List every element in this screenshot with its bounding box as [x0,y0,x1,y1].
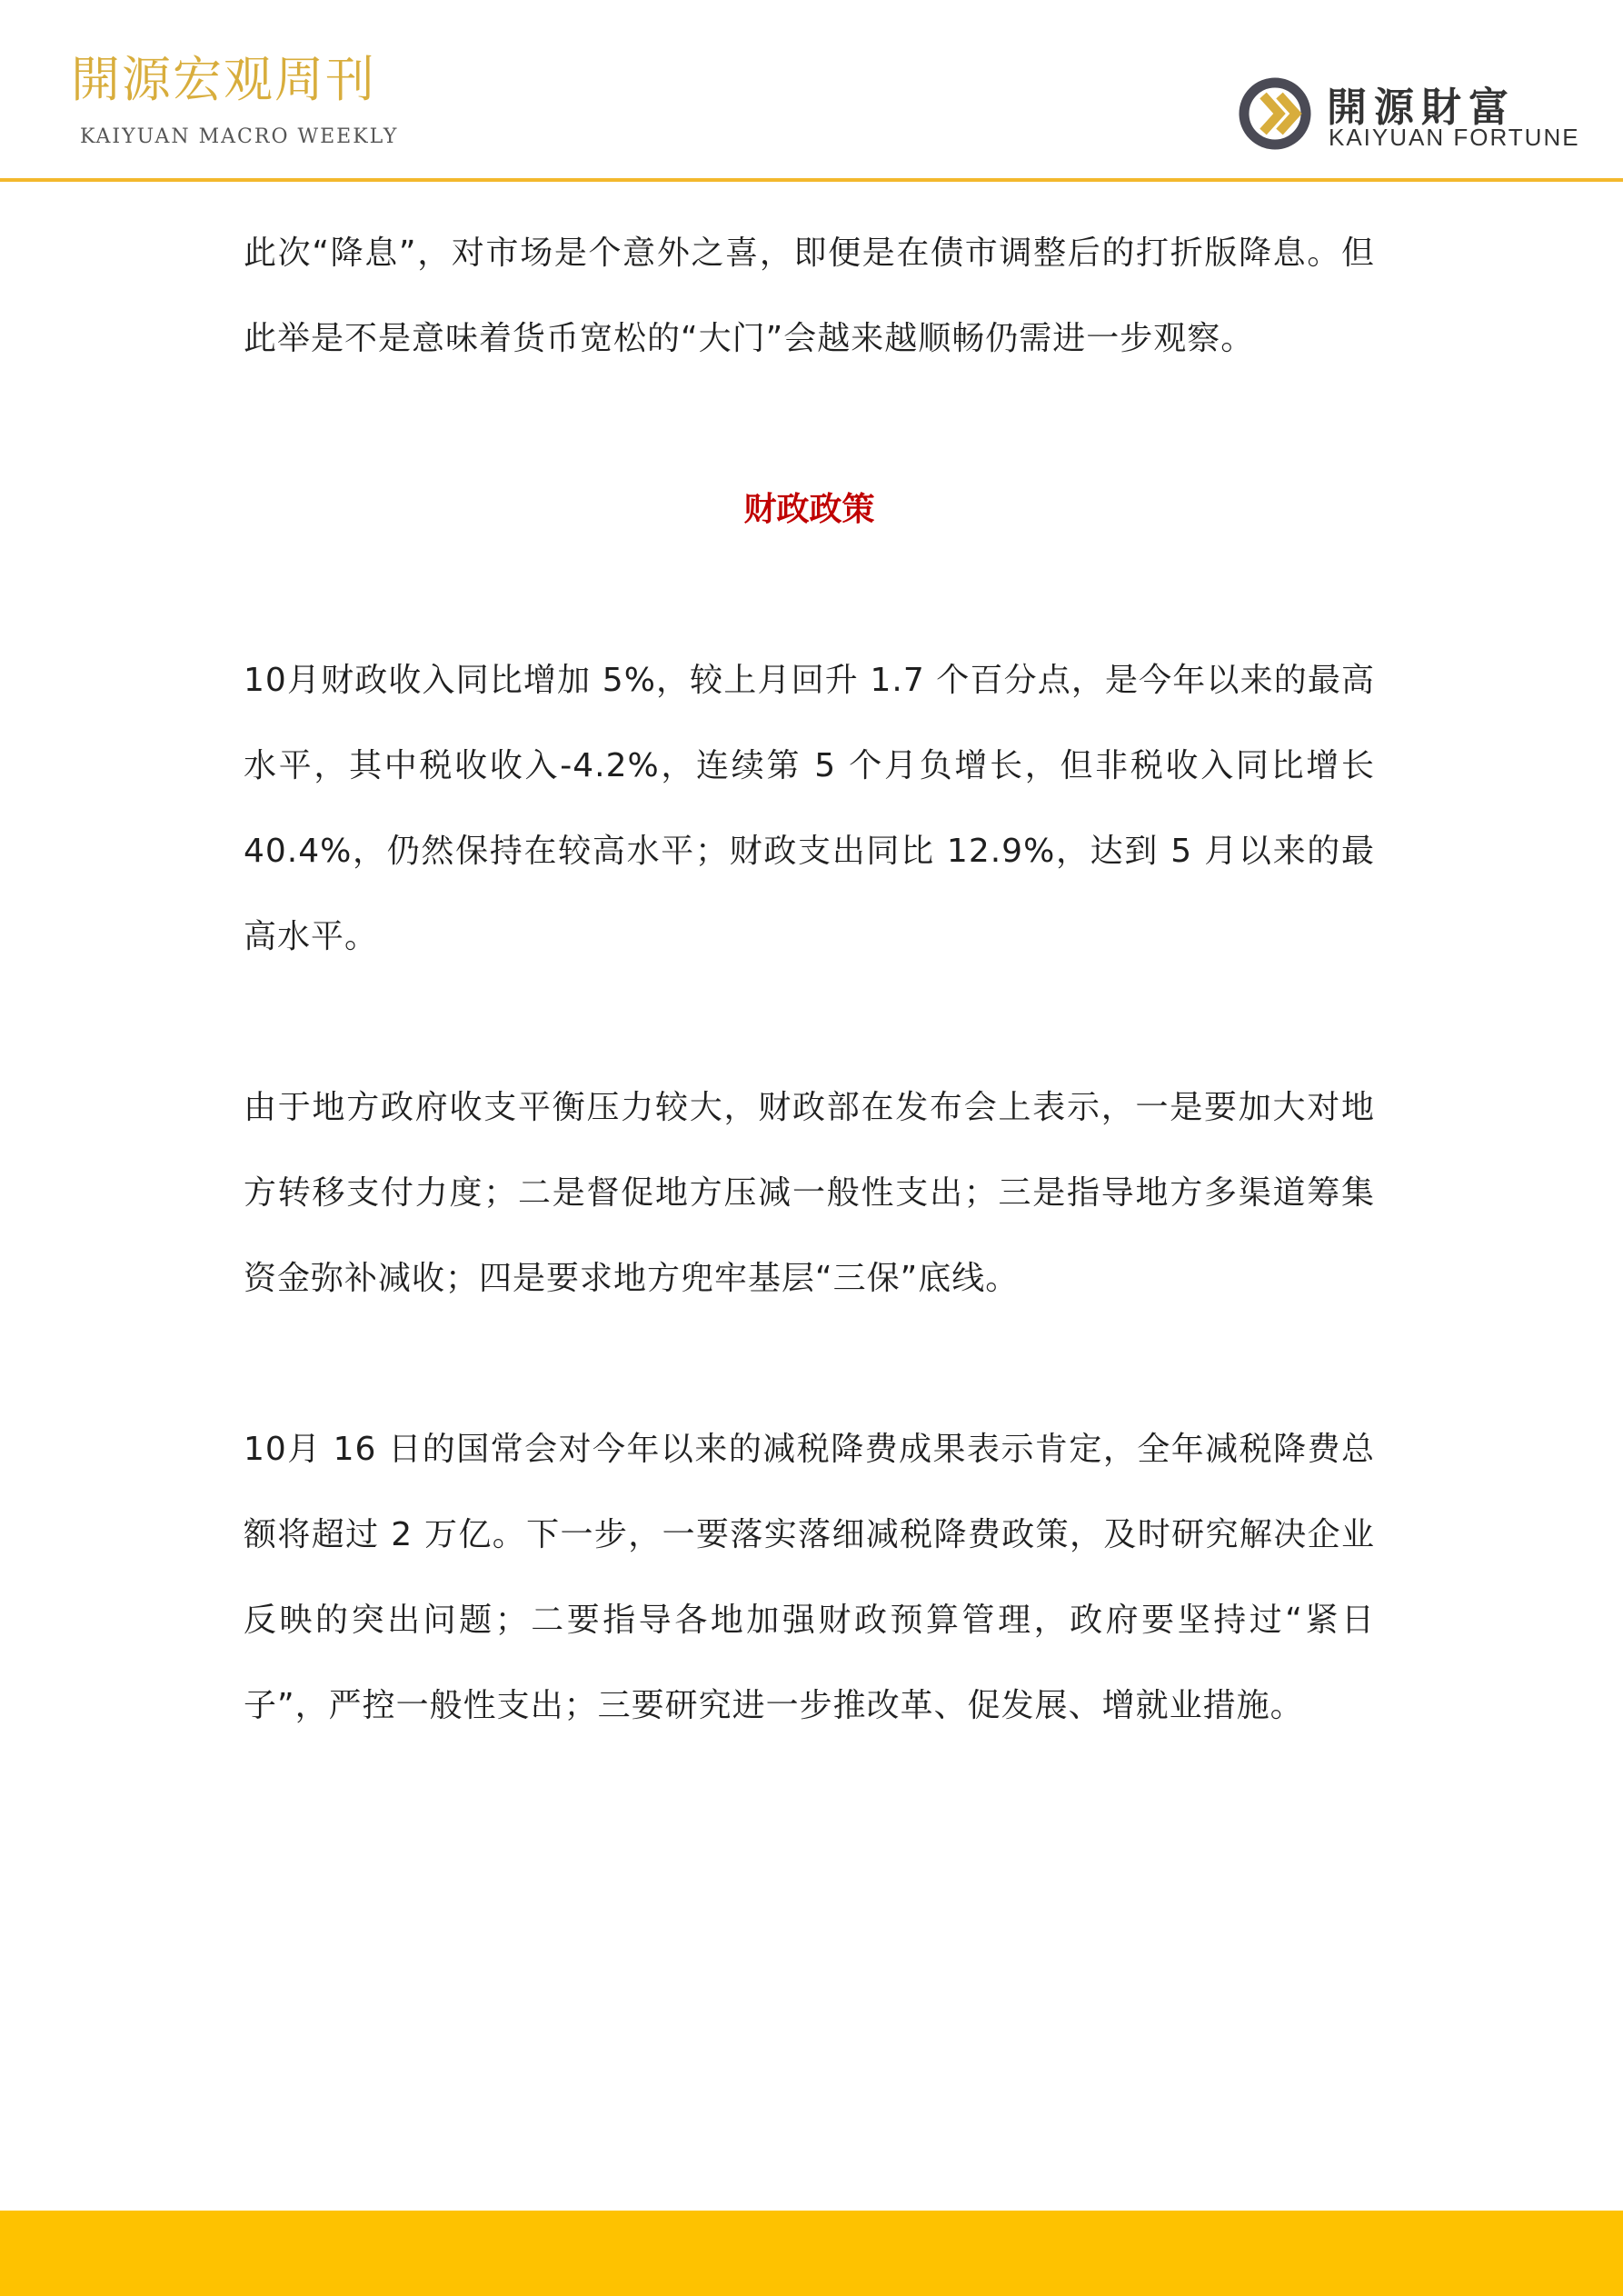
publication-subtitle: KAIYUAN MACRO WEEKLY [80,125,399,148]
intro-paragraph: 此次“降息”，对市场是个意外之喜，即便是在债市调整后的打折版降息。但此举是不是意味着货币宽松的“大门”会越来越顺畅仍需进一步观察。 [244,235,1375,357]
paragraph-spacer [244,980,1375,1065]
paragraph-spacer [244,553,1375,638]
page-header [0,0,1623,182]
article-body [244,211,1375,1749]
section-title: 财政政策 [743,491,875,528]
publication-title: 開源宏观周刊 [71,51,376,108]
paragraph-fiscal-revenue: 10月财政收入同比增加 5%，较上月回升 1.7 个百分点，是今年以来的最高水平，其中税收收入-4.2%，连续第 5 个月负增长，但非税收入同比增长 40.4%，仍然保持在较高水平；财政支出同比 12.9%，达到 5 月以来的最高水平。 [244,662,1375,955]
header-divider [0,178,1623,182]
kaiyuan-fortune-logo [1236,65,1580,156]
paragraph-local-government: 由于地方政府收支平衡压力较大，财政部在发布会上表示，一是要加大对地方转移支付力度；二是督促地方压减一般性支出；三是指导地方多渠道筹集资金弥补减收；四是要求地方兜牢基层“三保”底线。 [244,1089,1375,1297]
kaiyuan-logo-icon [1236,75,1314,153]
footer-bar [0,2211,1623,2296]
paragraph-state-council: 10月 16 日的国常会对今年以来的减税降费成果表示肯定，全年减税降费总额将超过 2 万亿。下一步，一要落实落细减税降费政策，及时研究解决企业反映的突出问题；二要指导各地加强财政预算管理，政府要坚持过“紧日子”，严控一般性支出；三要研究进一步推改革、促发展、增就业措施。 [244,1431,1375,1724]
logo-name-en: KAIYUAN FORTUNE [1329,124,1580,151]
paragraph-spacer [244,382,1375,467]
paragraph-spacer [244,1322,1375,1407]
logo-name-cn: 開源財富 [1327,85,1516,131]
